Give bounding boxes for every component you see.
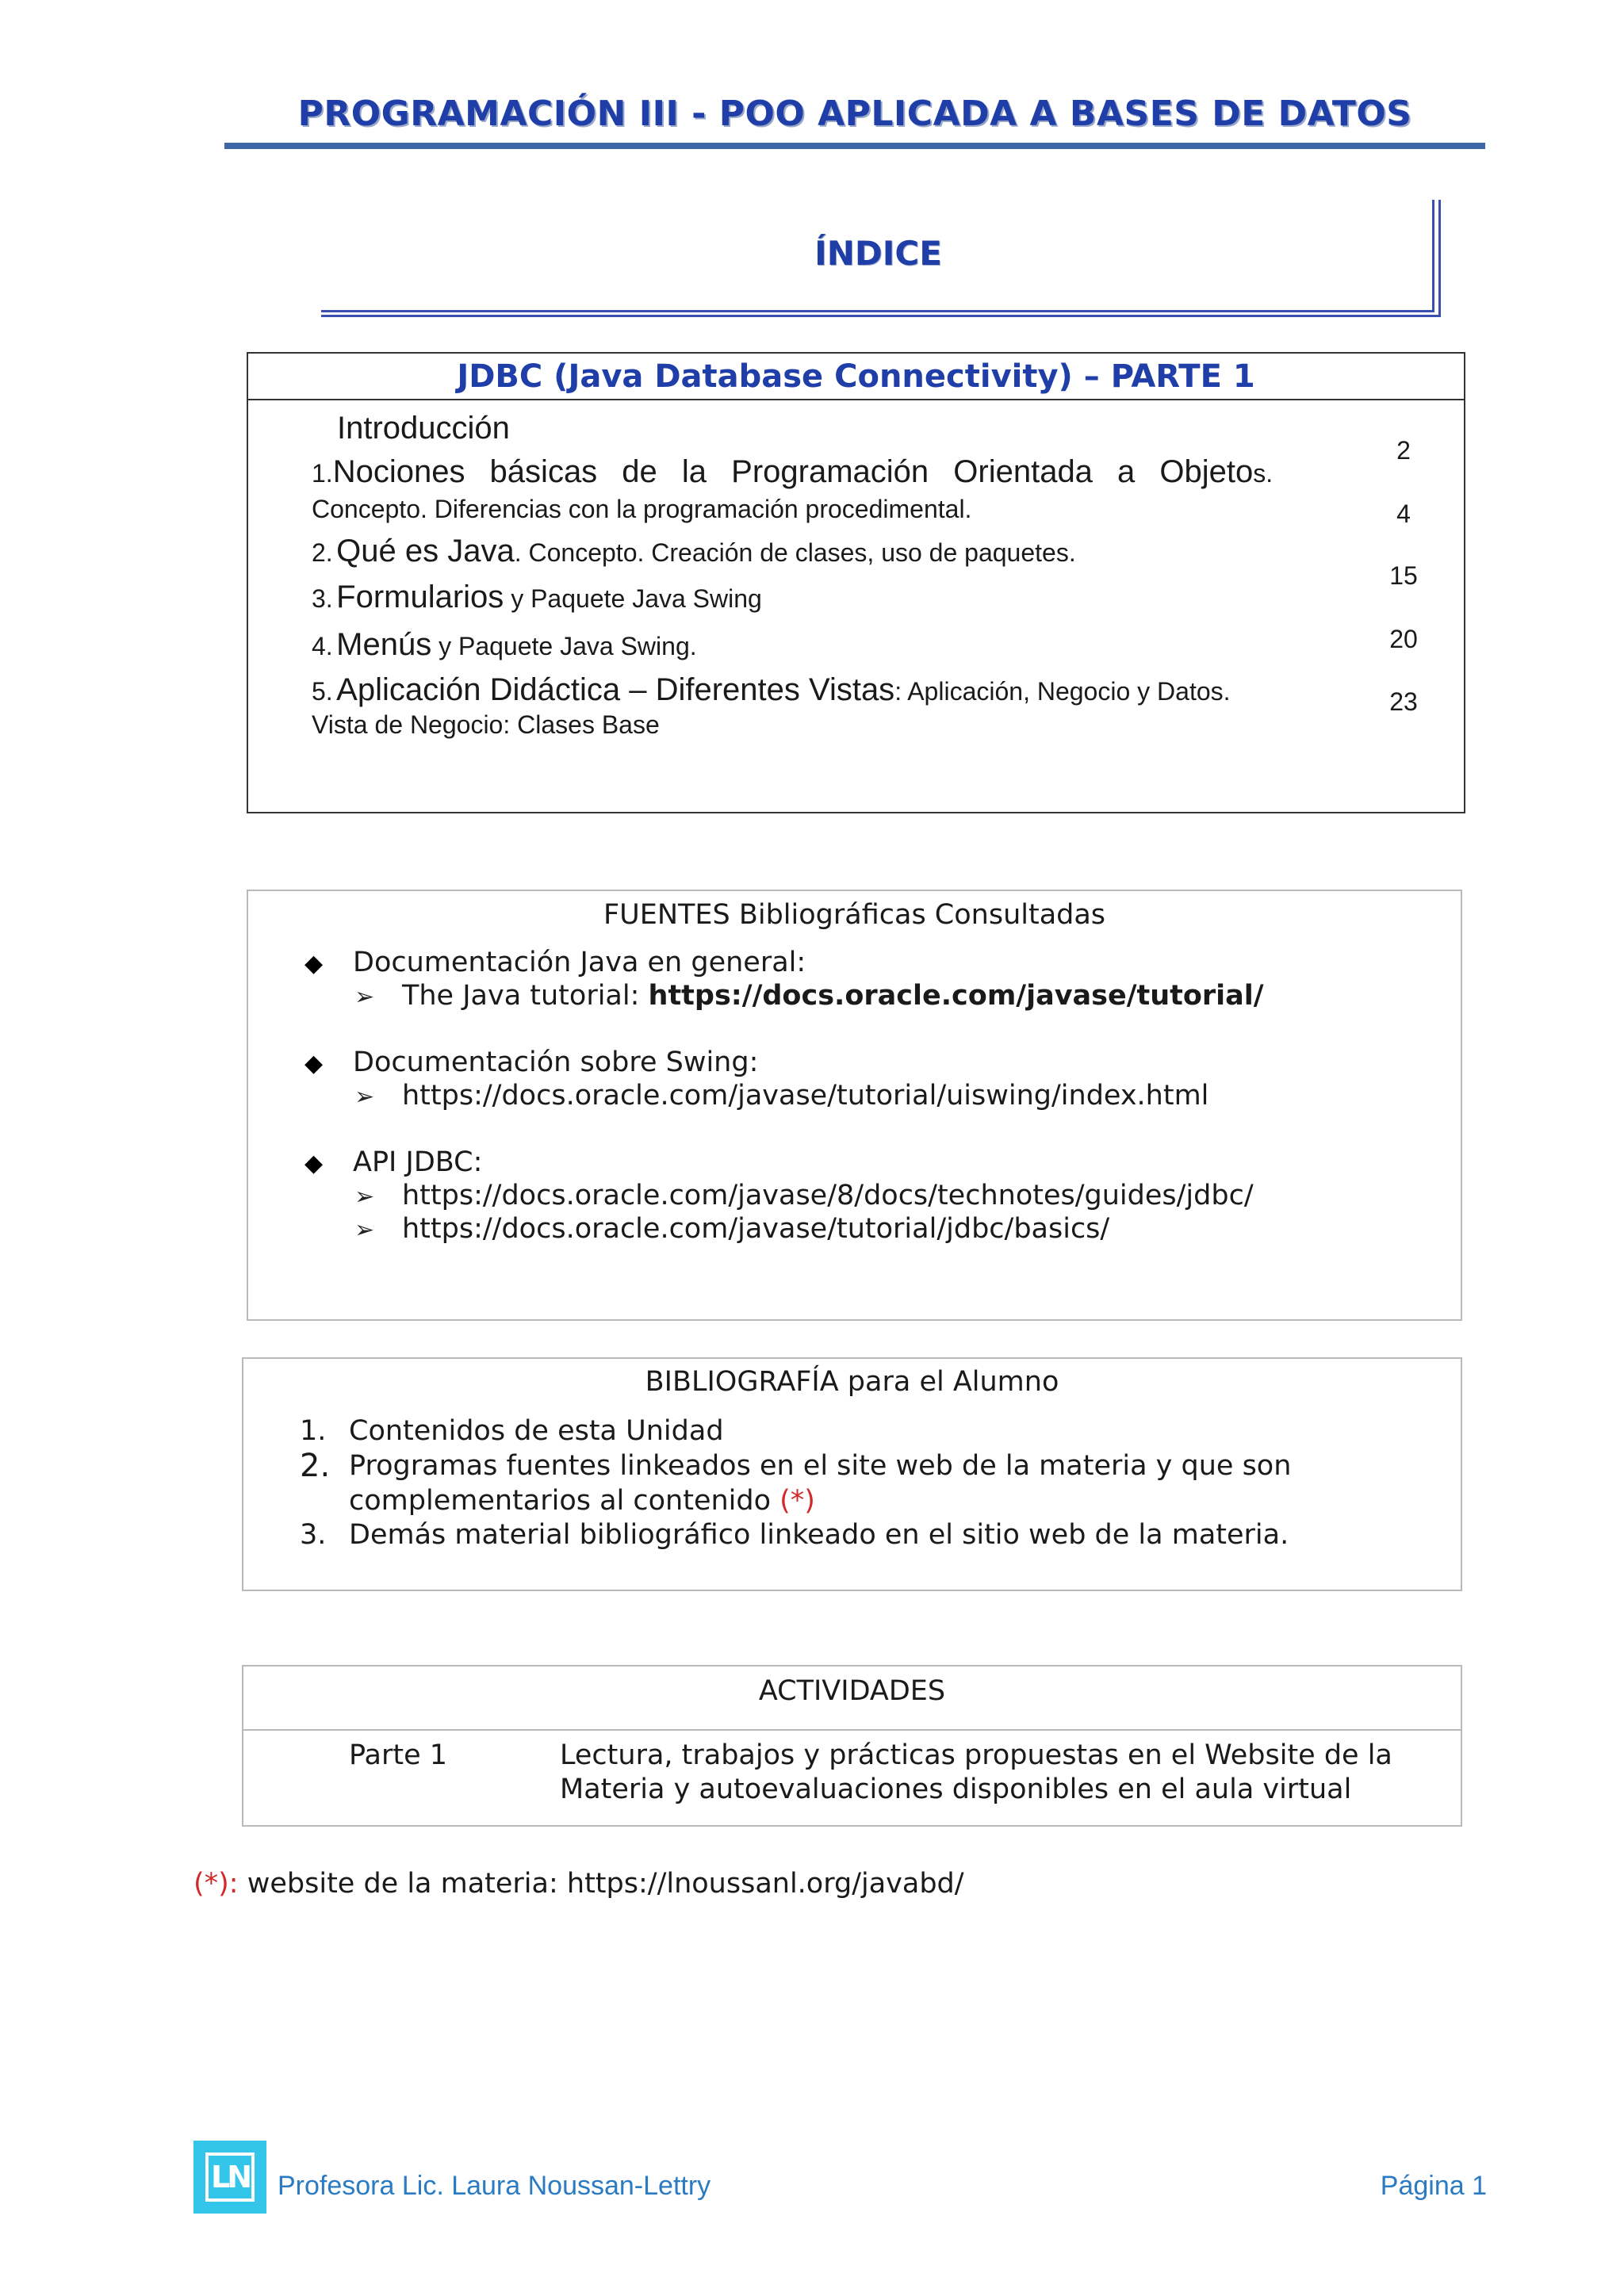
toc-item-number: 4.: [312, 632, 333, 660]
toc-item-3: [312, 580, 762, 615]
list-number: 2.: [300, 1448, 331, 1484]
activities-description: Materia y autoevaluaciones disponibles en el aula virtual: [560, 1774, 1352, 1805]
list-number: 3.: [300, 1519, 327, 1551]
java-tutorial-link[interactable]: https://docs.oracle.com/javase/tutorial/: [648, 980, 1264, 1012]
toc-header-divider: [247, 399, 1465, 400]
toc-item-lead-tail: s.: [1253, 459, 1274, 488]
index-frame-line: [1432, 200, 1434, 312]
activities-divider: [242, 1729, 1462, 1731]
activities-description: Lectura, trabajos y prácticas propuestas en el Website de la: [560, 1739, 1392, 1771]
toc-item-lead: Qué es Java: [336, 534, 515, 568]
footnote: [193, 1868, 964, 1900]
toc-page-number: 2: [1396, 436, 1411, 465]
sources-link-prefix: The Java tutorial:: [402, 980, 649, 1012]
sources-group-label: API JDBC:: [353, 1146, 483, 1178]
toc-page-number: 15: [1389, 561, 1418, 590]
bibliography-item: Demás material bibliográfico linkeado en el sitio web de la materia.: [349, 1519, 1289, 1551]
index-frame-line: [321, 315, 1441, 317]
list-number: 1.: [300, 1415, 327, 1447]
logo-text: LN: [205, 2152, 255, 2202]
diamond-bullet-icon: ◆: [304, 1050, 324, 1077]
jdbc-guide-link[interactable]: https://docs.oracle.com/javase/8/docs/technotes/guides/jdbc/: [402, 1180, 1254, 1211]
ln-logo-icon: [193, 2141, 266, 2214]
toc-item-desc: . Concepto. Creación de clases, uso de paquetes.: [514, 538, 1076, 567]
toc-item-lead: Menús: [336, 627, 432, 662]
diamond-bullet-icon: ◆: [304, 1150, 324, 1177]
toc-item-1-desc: Concepto. Diferencias con la programación procedimental.: [312, 495, 972, 523]
bibliography-item-text: complementarios al contenido: [349, 1485, 780, 1517]
toc-item-lead: Nociones básicas de la Programación Orientada a Objeto: [332, 454, 1254, 489]
footer-page-number: Página 1: [1380, 2171, 1487, 2201]
toc-item-1: [312, 454, 1287, 490]
diamond-bullet-icon: ◆: [304, 950, 324, 978]
arrow-bullet-icon: ➢: [354, 1216, 375, 1244]
footnote-mark: (*):: [193, 1868, 239, 1900]
footnote-mark: (*): [779, 1485, 815, 1517]
toc-item-5: [312, 672, 1231, 708]
toc-item-number: 3.: [312, 584, 333, 613]
arrow-bullet-icon: ➢: [354, 1083, 375, 1111]
bibliography-title: BIBLIOGRAFÍA para el Alumno: [645, 1366, 1059, 1398]
bibliography-item: Programas fuentes linkeados en el site web de la materia y que son: [349, 1450, 1292, 1482]
toc-item-number: 5.: [312, 677, 333, 706]
sources-title: FUENTES Bibliográficas Consultadas: [603, 899, 1106, 931]
activities-part: Parte 1: [349, 1739, 448, 1771]
toc-item-number: 1.: [312, 459, 333, 488]
toc-item-desc: y Paquete Java Swing: [504, 584, 762, 613]
toc-item-number: 2.: [312, 538, 333, 567]
jdbc-basics-link[interactable]: https://docs.oracle.com/javase/tutorial/jdbc/basics/: [402, 1213, 1110, 1245]
toc-page-number: 23: [1389, 687, 1418, 716]
sources-link-item: [402, 980, 1264, 1012]
sources-group-label: Documentación Java en general:: [353, 947, 806, 978]
arrow-bullet-icon: ➢: [354, 983, 375, 1011]
swing-tutorial-link[interactable]: https://docs.oracle.com/javase/tutorial/uiswing/index.html: [402, 1080, 1209, 1112]
toc-item-4: [312, 627, 697, 663]
toc-page-number: 20: [1389, 625, 1418, 653]
document-header-title: PROGRAMACIÓN III - POO APLICADA A BASES DE DATOS: [297, 94, 1412, 134]
toc-title: JDBC (Java Database Connectivity) – PARTE 1: [457, 358, 1255, 395]
arrow-bullet-icon: ➢: [354, 1183, 375, 1211]
index-frame-line: [321, 310, 1434, 312]
sources-group-label: Documentación sobre Swing:: [353, 1047, 759, 1078]
toc-intro: Introducción: [337, 411, 510, 446]
bibliography-item: Contenidos de esta Unidad: [349, 1415, 724, 1447]
toc-item-desc: : Aplicación, Negocio y Datos.: [894, 677, 1231, 706]
index-title: ÍNDICE: [814, 234, 942, 273]
toc-page-number: 4: [1396, 499, 1411, 528]
toc-item-lead: Aplicación Didáctica – Diferentes Vistas: [336, 672, 895, 707]
toc-item-desc: y Paquete Java Swing.: [431, 632, 697, 660]
footer-author: Profesora Lic. Laura Noussan-Lettry: [278, 2171, 711, 2201]
bibliography-item-continued: [349, 1485, 815, 1517]
header-divider: [224, 143, 1485, 149]
activities-title: ACTIVIDADES: [758, 1675, 946, 1707]
footnote-text: website de la materia: https://lnoussanl.org/javabd/: [238, 1868, 964, 1900]
toc-item-2: [312, 534, 1076, 569]
index-frame-line: [1438, 200, 1441, 317]
toc-item-5-desc: Vista de Negocio: Clases Base: [312, 710, 660, 739]
toc-item-lead: Formularios: [336, 580, 504, 614]
